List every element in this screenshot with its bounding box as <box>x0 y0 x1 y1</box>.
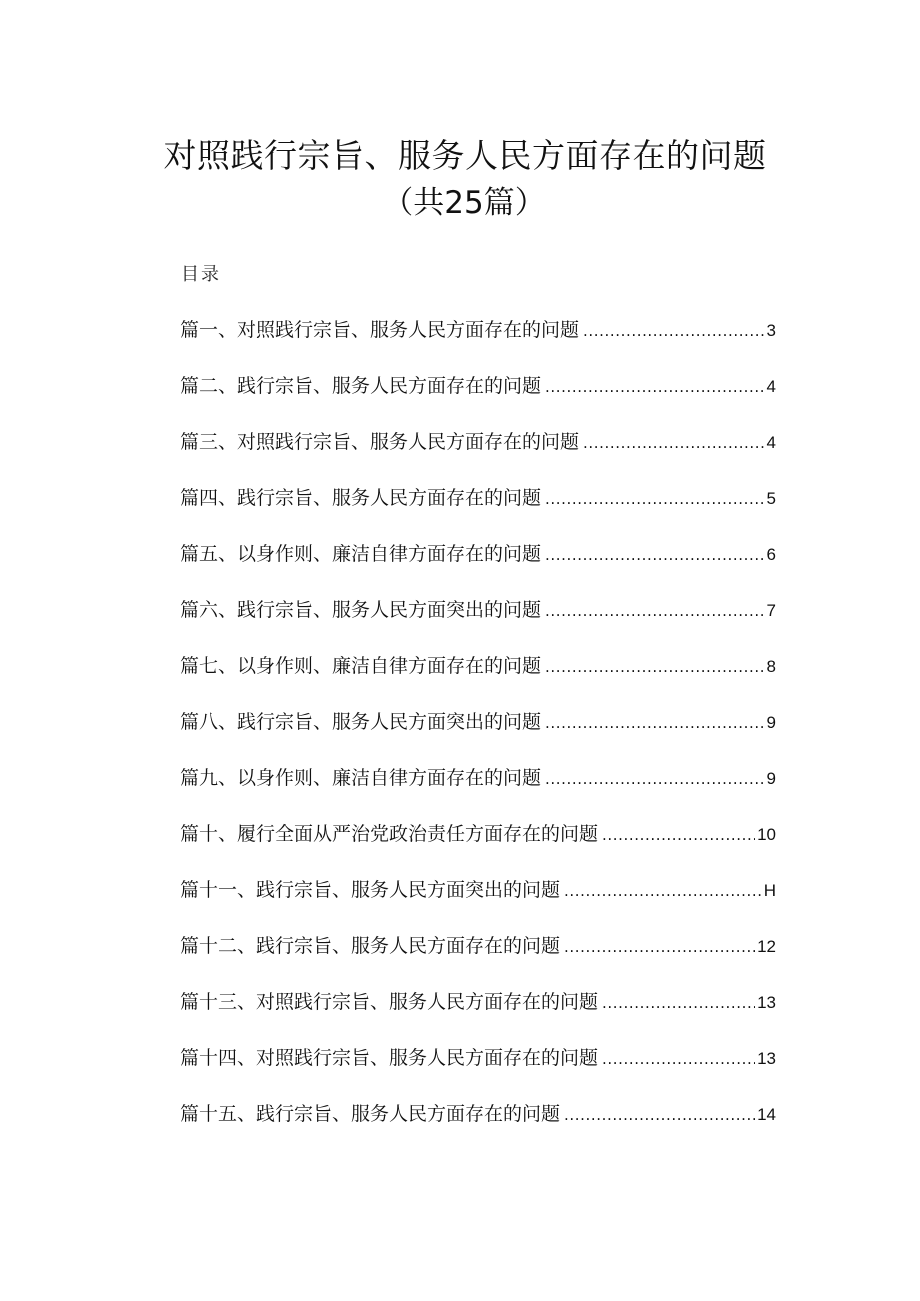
toc-item[interactable] <box>180 484 776 540</box>
toc-dot-leader <box>583 317 765 345</box>
toc-item[interactable] <box>180 1100 776 1156</box>
toc-item-page: 7 <box>766 601 776 620</box>
table-of-contents <box>180 316 776 1156</box>
toc-item-label: 篇十一、践行宗旨、服务人民方面突出的问题 <box>180 879 561 901</box>
toc-dot-leader <box>545 541 765 569</box>
toc-item-label: 篇二、践行宗旨、服务人民方面存在的问题 <box>180 375 542 397</box>
toc-item-label: 篇三、对照践行宗旨、服务人民方面存在的问题 <box>180 431 580 453</box>
toc-dot-leader <box>545 597 765 625</box>
toc-item-page: 5 <box>766 489 776 508</box>
toc-dot-leader <box>545 709 765 737</box>
toc-heading: 目录 <box>181 264 221 285</box>
toc-dot-leader <box>602 1045 755 1073</box>
toc-item[interactable] <box>180 932 776 988</box>
toc-item[interactable] <box>180 428 776 484</box>
toc-item-label: 篇八、践行宗旨、服务人民方面突出的问题 <box>180 711 542 733</box>
toc-dot-leader <box>564 877 762 905</box>
toc-dot-leader <box>545 485 765 513</box>
toc-item[interactable] <box>180 876 776 932</box>
toc-item-page: H <box>763 881 776 900</box>
toc-dot-leader <box>545 765 765 793</box>
toc-item-page: 8 <box>766 657 776 676</box>
toc-item[interactable] <box>180 1044 776 1100</box>
toc-item[interactable] <box>180 372 776 428</box>
toc-item-label: 篇九、以身作则、廉洁自律方面存在的问题 <box>180 767 542 789</box>
toc-item[interactable] <box>180 596 776 652</box>
toc-item-page: 3 <box>766 321 776 340</box>
toc-dot-leader <box>564 1101 755 1129</box>
toc-item[interactable] <box>180 820 776 876</box>
toc-item-label: 篇十五、践行宗旨、服务人民方面存在的问题 <box>180 1103 561 1125</box>
toc-dot-leader <box>545 653 765 681</box>
toc-item-label: 篇五、以身作则、廉洁自律方面存在的问题 <box>180 543 542 565</box>
toc-dot-leader <box>602 821 755 849</box>
toc-item[interactable] <box>180 540 776 596</box>
toc-dot-leader <box>564 933 755 961</box>
toc-item-label: 篇十四、对照践行宗旨、服务人民方面存在的问题 <box>180 1047 599 1069</box>
toc-item-page: 14 <box>757 1105 776 1124</box>
toc-dot-leader <box>545 373 765 401</box>
toc-item-label: 篇十三、对照践行宗旨、服务人民方面存在的问题 <box>180 991 599 1013</box>
toc-item-page: 9 <box>766 713 776 732</box>
toc-item-label: 篇一、对照践行宗旨、服务人民方面存在的问题 <box>180 319 580 341</box>
toc-item[interactable] <box>180 988 776 1044</box>
toc-item[interactable] <box>180 652 776 708</box>
toc-item-label: 篇七、以身作则、廉洁自律方面存在的问题 <box>180 655 542 677</box>
document-title: 对照践行宗旨、服务人民方面存在的问题 <box>163 136 767 175</box>
toc-item-page: 13 <box>757 1049 776 1068</box>
toc-item-page: 4 <box>766 433 776 452</box>
toc-item-page: 13 <box>757 993 776 1012</box>
toc-item-page: 12 <box>757 937 776 956</box>
toc-item-label: 篇四、践行宗旨、服务人民方面存在的问题 <box>180 487 542 509</box>
toc-item[interactable] <box>180 708 776 764</box>
title-block <box>0 132 920 226</box>
toc-item[interactable] <box>180 764 776 820</box>
document-subtitle: （共25篇） <box>382 185 546 221</box>
toc-item-page: 9 <box>766 769 776 788</box>
toc-item-page: 10 <box>757 825 776 844</box>
toc-dot-leader <box>602 989 755 1017</box>
toc-item-page: 4 <box>766 377 776 396</box>
toc-item-label: 篇十二、践行宗旨、服务人民方面存在的问题 <box>180 935 561 957</box>
toc-item-page: 6 <box>766 545 776 564</box>
toc-dot-leader <box>583 429 765 457</box>
toc-item-label: 篇十、履行全面从严治党政治责任方面存在的问题 <box>180 823 599 845</box>
toc-item-label: 篇六、践行宗旨、服务人民方面突出的问题 <box>180 599 542 621</box>
toc-item[interactable] <box>180 316 776 372</box>
